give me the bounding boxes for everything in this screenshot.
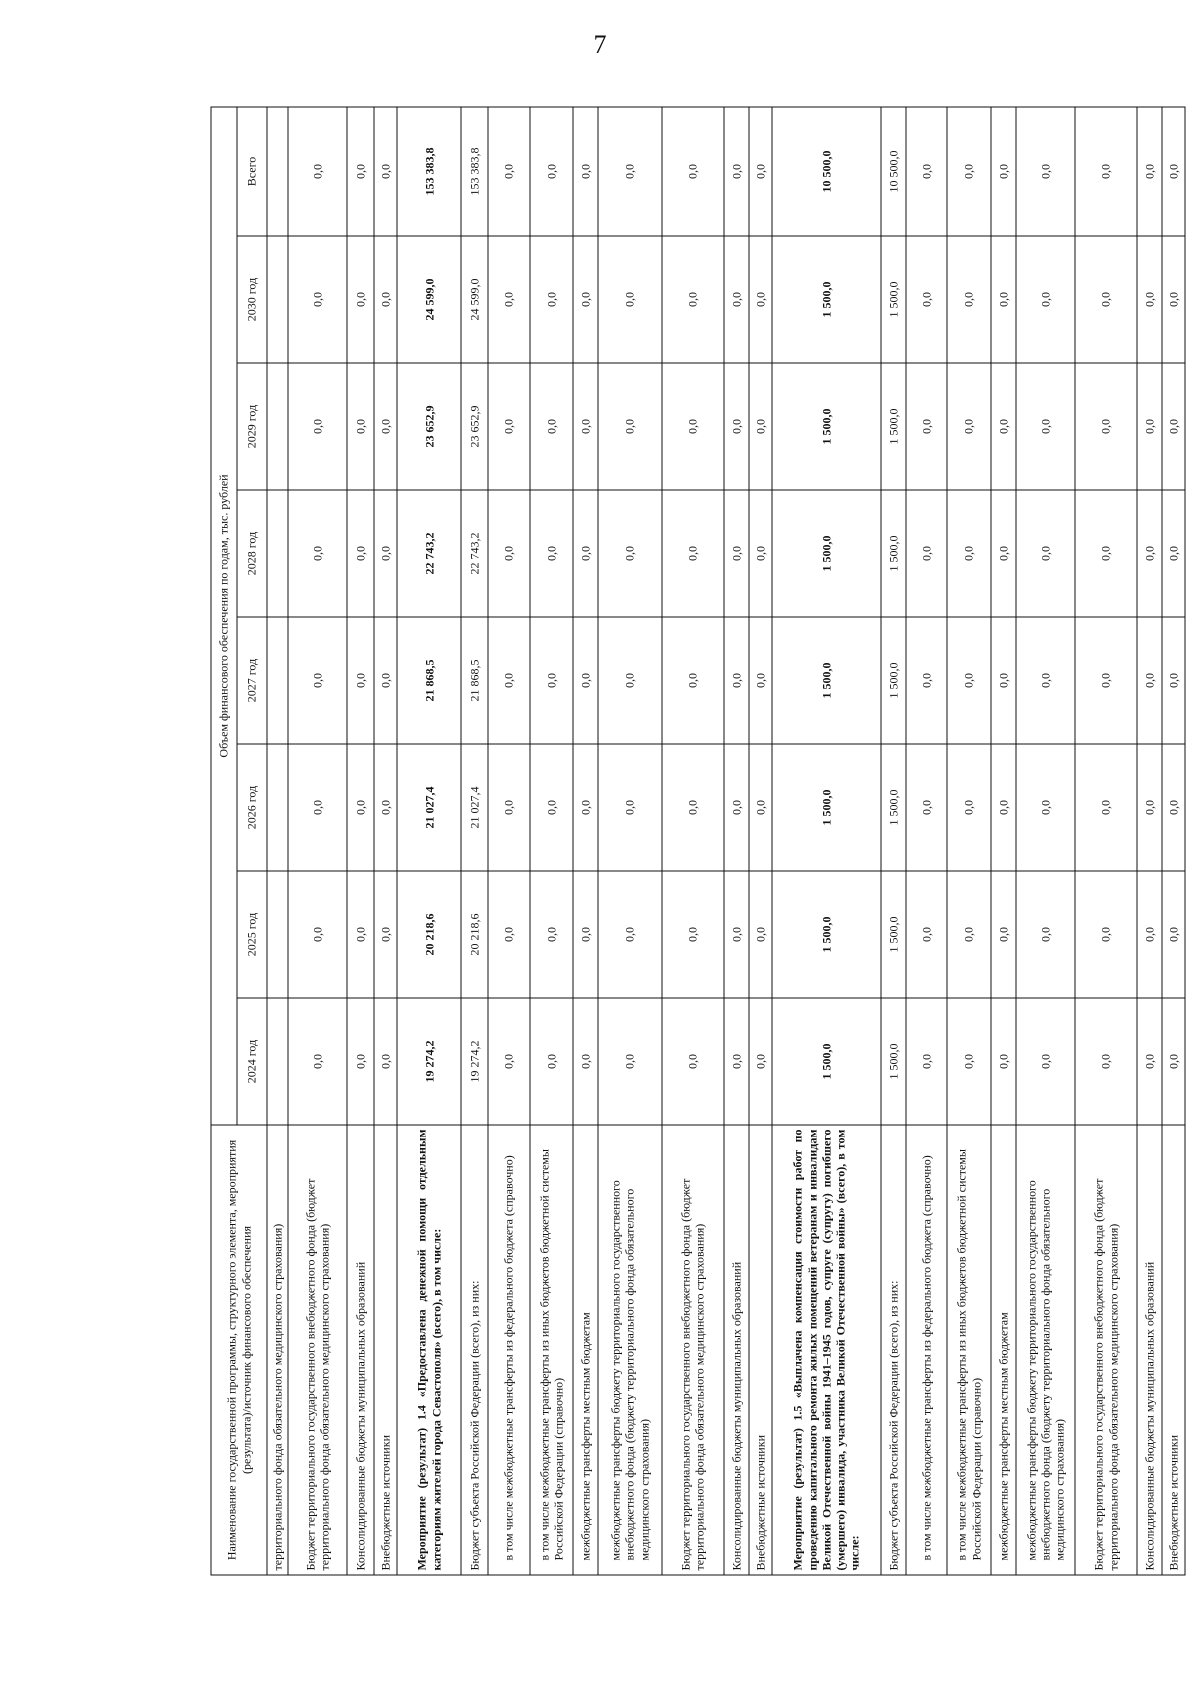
header-group: Объем финансового обеспечения по годам, тыс. рублей bbox=[211, 107, 237, 1125]
row-value: 0,0 bbox=[749, 998, 772, 1125]
row-total: 0,0 bbox=[947, 107, 990, 236]
row-value: 21 027,4 bbox=[397, 744, 461, 871]
row-value: 0,0 bbox=[288, 998, 347, 1125]
row-name: Консолидированные бюджеты муниципальных образований bbox=[1137, 1125, 1162, 1575]
row-value: 0,0 bbox=[1137, 998, 1162, 1125]
row-value: 0,0 bbox=[488, 998, 529, 1125]
row-value: 20 218,6 bbox=[461, 871, 488, 998]
row-name: межбюджетные трансферты местным бюджетам bbox=[573, 1125, 598, 1575]
row-name: в том числе межбюджетные трансферты из федерального бюджета (справочно) bbox=[906, 1125, 947, 1575]
row-value: 0,0 bbox=[1016, 998, 1075, 1125]
row-value: 1 500,0 bbox=[772, 236, 882, 363]
row-total: 10 500,0 bbox=[881, 107, 906, 236]
row-value: 0,0 bbox=[906, 617, 947, 744]
row-value: 0,0 bbox=[374, 998, 397, 1125]
table-row bbox=[1016, 107, 1075, 1575]
table-row bbox=[488, 107, 529, 1575]
row-value: 0,0 bbox=[347, 617, 374, 744]
row-value: 0,0 bbox=[906, 871, 947, 998]
row-value: 20 218,6 bbox=[397, 871, 461, 998]
row-total: 0,0 bbox=[488, 107, 529, 236]
row-total: 0,0 bbox=[374, 107, 397, 236]
row-value: 0,0 bbox=[1162, 744, 1185, 871]
row-value: 0,0 bbox=[488, 236, 529, 363]
row-value: 0,0 bbox=[724, 490, 749, 617]
row-value: 0,0 bbox=[724, 236, 749, 363]
table-body bbox=[267, 107, 1185, 1575]
row-total: 0,0 bbox=[1075, 107, 1137, 236]
row-name: Бюджет территориального государственного внебюджетного фонда (бюджет территориального фонда обязательного медицинского страхования) bbox=[1075, 1125, 1137, 1575]
row-value: 23 652,9 bbox=[461, 363, 488, 490]
row-value: 0,0 bbox=[374, 871, 397, 998]
row-value: 0,0 bbox=[288, 871, 347, 998]
row-value: 0,0 bbox=[1137, 236, 1162, 363]
row-value: 0,0 bbox=[1137, 617, 1162, 744]
row-value: 1 500,0 bbox=[772, 744, 882, 871]
row-value: 0,0 bbox=[991, 998, 1016, 1125]
row-value: 0,0 bbox=[1137, 744, 1162, 871]
row-value: 0,0 bbox=[662, 998, 724, 1125]
row-value bbox=[267, 363, 288, 490]
row-name: Внебюджетные источники bbox=[749, 1125, 772, 1575]
financing-table bbox=[211, 106, 1186, 1575]
row-value: 0,0 bbox=[724, 744, 749, 871]
row-value: 0,0 bbox=[724, 871, 749, 998]
row-value: 0,0 bbox=[374, 363, 397, 490]
row-value: 1 500,0 bbox=[881, 490, 906, 617]
row-value: 0,0 bbox=[598, 236, 662, 363]
row-value: 24 599,0 bbox=[397, 236, 461, 363]
row-value: 0,0 bbox=[347, 490, 374, 617]
row-value: 21 868,5 bbox=[461, 617, 488, 744]
row-value: 0,0 bbox=[906, 363, 947, 490]
row-value: 0,0 bbox=[1016, 617, 1075, 744]
row-value: 0,0 bbox=[1075, 363, 1137, 490]
row-value: 0,0 bbox=[288, 363, 347, 490]
row-value: 21 868,5 bbox=[397, 617, 461, 744]
row-name: Консолидированные бюджеты муниципальных образований bbox=[347, 1125, 374, 1575]
page-number: 7 bbox=[593, 30, 607, 59]
table-row bbox=[347, 107, 374, 1575]
row-name: Мероприятие (результат) 1.4 «Предоставлена денежной помощи отдельным категориям жителей города Севастополя» (всего), в том числе: bbox=[397, 1125, 461, 1575]
row-total: 0,0 bbox=[288, 107, 347, 236]
row-value: 0,0 bbox=[1162, 998, 1185, 1125]
row-value: 1 500,0 bbox=[881, 871, 906, 998]
row-value: 0,0 bbox=[662, 363, 724, 490]
table-row bbox=[1075, 107, 1137, 1575]
row-value: 1 500,0 bbox=[881, 363, 906, 490]
header-year: 2026 год bbox=[237, 744, 267, 871]
row-value: 0,0 bbox=[947, 617, 990, 744]
row-value: 0,0 bbox=[991, 236, 1016, 363]
row-value: 0,0 bbox=[598, 617, 662, 744]
table-row bbox=[1137, 107, 1162, 1575]
row-value: 21 027,4 bbox=[461, 744, 488, 871]
row-value: 0,0 bbox=[991, 744, 1016, 871]
header-year: 2028 год bbox=[237, 490, 267, 617]
row-name: в том числе межбюджетные трансферты из федерального бюджета (справочно) bbox=[488, 1125, 529, 1575]
table-row bbox=[662, 107, 724, 1575]
row-value: 0,0 bbox=[598, 363, 662, 490]
row-value: 1 500,0 bbox=[881, 236, 906, 363]
row-value: 0,0 bbox=[1162, 617, 1185, 744]
row-value: 0,0 bbox=[488, 490, 529, 617]
row-value: 0,0 bbox=[488, 871, 529, 998]
row-name: Внебюджетные источники bbox=[1162, 1125, 1185, 1575]
row-value: 0,0 bbox=[530, 236, 573, 363]
row-total: 0,0 bbox=[662, 107, 724, 236]
table-row bbox=[573, 107, 598, 1575]
row-value: 0,0 bbox=[947, 236, 990, 363]
header-year: 2030 год bbox=[237, 236, 267, 363]
row-value: 22 743,2 bbox=[461, 490, 488, 617]
row-value bbox=[267, 236, 288, 363]
row-value: 0,0 bbox=[347, 363, 374, 490]
rotated-table-frame bbox=[211, 108, 1186, 1576]
table-row bbox=[288, 107, 347, 1575]
row-value: 0,0 bbox=[1075, 236, 1137, 363]
row-value: 0,0 bbox=[1162, 363, 1185, 490]
row-value: 0,0 bbox=[573, 871, 598, 998]
table-row bbox=[906, 107, 947, 1575]
row-total: 0,0 bbox=[347, 107, 374, 236]
row-total: 0,0 bbox=[991, 107, 1016, 236]
row-value: 0,0 bbox=[1075, 490, 1137, 617]
row-value bbox=[267, 744, 288, 871]
row-name: Консолидированные бюджеты муниципальных образований bbox=[724, 1125, 749, 1575]
row-value: 0,0 bbox=[662, 236, 724, 363]
row-value: 0,0 bbox=[1137, 871, 1162, 998]
table-row bbox=[530, 107, 573, 1575]
row-value: 0,0 bbox=[374, 744, 397, 871]
row-name: территориального фонда обязательного медицинского страхования) bbox=[267, 1125, 288, 1575]
row-value: 0,0 bbox=[347, 744, 374, 871]
row-value: 0,0 bbox=[1075, 744, 1137, 871]
row-value: 0,0 bbox=[573, 363, 598, 490]
row-name: в том числе межбюджетные трансферты из иных бюджетов бюджетной системы Российской Федерации (справочно) bbox=[947, 1125, 990, 1575]
row-value: 0,0 bbox=[991, 363, 1016, 490]
row-value: 0,0 bbox=[749, 617, 772, 744]
row-value: 23 652,9 bbox=[397, 363, 461, 490]
row-name: межбюджетные трансферты бюджету территориального государственного внебюджетного фонда (бюджету территориального фонда обязательного медицинского страхования) bbox=[598, 1125, 662, 1575]
row-value: 0,0 bbox=[991, 490, 1016, 617]
row-value: 0,0 bbox=[947, 998, 990, 1125]
row-name: межбюджетные трансферты бюджету территориального государственного внебюджетного фонда (бюджету территориального фонда обязательного медицинского страхования) bbox=[1016, 1125, 1075, 1575]
row-total: 0,0 bbox=[724, 107, 749, 236]
row-value: 0,0 bbox=[947, 363, 990, 490]
row-value: 0,0 bbox=[1016, 871, 1075, 998]
row-value: 0,0 bbox=[906, 744, 947, 871]
row-total: 0,0 bbox=[749, 107, 772, 236]
row-name: Мероприятие (результат) 1.5 «Выплачена компенсация стоимости работ по проведению капитального ремонта жилых помещений ветеранам и инвалидам Великой Отечественной войны 1941–1945 годов, супруге (супругу) погибшего (умершего) инвалида, участника Великой Отечественной войны» (всего), в том числе: bbox=[772, 1125, 882, 1575]
table-row bbox=[881, 107, 906, 1575]
row-value: 0,0 bbox=[374, 236, 397, 363]
row-value: 0,0 bbox=[1075, 871, 1137, 998]
row-value: 0,0 bbox=[530, 744, 573, 871]
row-value bbox=[267, 490, 288, 617]
row-value: 0,0 bbox=[1016, 236, 1075, 363]
row-total: 0,0 bbox=[1162, 107, 1185, 236]
row-total: 153 383,8 bbox=[397, 107, 461, 236]
row-total: 0,0 bbox=[573, 107, 598, 236]
row-value: 0,0 bbox=[347, 871, 374, 998]
row-value: 0,0 bbox=[573, 617, 598, 744]
row-value: 24 599,0 bbox=[461, 236, 488, 363]
row-name: Бюджет субъекта Российской Федерации (всего), из них: bbox=[461, 1125, 488, 1575]
row-value: 0,0 bbox=[530, 617, 573, 744]
row-value: 0,0 bbox=[374, 617, 397, 744]
row-value: 0,0 bbox=[1016, 363, 1075, 490]
table-row bbox=[1162, 107, 1185, 1575]
table-row bbox=[947, 107, 990, 1575]
row-value: 1 500,0 bbox=[881, 744, 906, 871]
row-value: 0,0 bbox=[347, 236, 374, 363]
row-value: 1 500,0 bbox=[772, 490, 882, 617]
row-value: 1 500,0 bbox=[881, 617, 906, 744]
row-value: 0,0 bbox=[598, 871, 662, 998]
row-value bbox=[267, 871, 288, 998]
row-total: 153 383,8 bbox=[461, 107, 488, 236]
table-row bbox=[749, 107, 772, 1575]
table-row bbox=[772, 107, 882, 1575]
row-value: 1 500,0 bbox=[881, 998, 906, 1125]
row-value: 0,0 bbox=[1137, 363, 1162, 490]
row-value: 0,0 bbox=[530, 363, 573, 490]
row-value: 0,0 bbox=[374, 490, 397, 617]
row-value: 0,0 bbox=[662, 617, 724, 744]
header-total: Всего bbox=[237, 107, 267, 236]
row-value: 0,0 bbox=[530, 490, 573, 617]
row-total: 0,0 bbox=[1016, 107, 1075, 236]
row-name: Внебюджетные источники bbox=[374, 1125, 397, 1575]
table-row bbox=[991, 107, 1016, 1575]
row-value: 0,0 bbox=[598, 744, 662, 871]
row-value: 0,0 bbox=[724, 363, 749, 490]
row-value: 0,0 bbox=[288, 236, 347, 363]
row-value: 0,0 bbox=[288, 490, 347, 617]
row-value: 0,0 bbox=[906, 490, 947, 617]
row-value: 0,0 bbox=[1016, 490, 1075, 617]
row-value: 0,0 bbox=[1016, 744, 1075, 871]
row-value: 0,0 bbox=[724, 617, 749, 744]
row-value: 0,0 bbox=[1162, 236, 1185, 363]
header-year: 2024 год bbox=[237, 998, 267, 1125]
row-value: 0,0 bbox=[749, 744, 772, 871]
row-value: 1 500,0 bbox=[772, 617, 882, 744]
row-value: 0,0 bbox=[598, 490, 662, 617]
row-value: 19 274,2 bbox=[461, 998, 488, 1125]
row-value: 1 500,0 bbox=[772, 998, 882, 1125]
row-value: 0,0 bbox=[724, 998, 749, 1125]
row-name: в том числе межбюджетные трансферты из иных бюджетов бюджетной системы Российской Федерации (справочно) bbox=[530, 1125, 573, 1575]
row-value: 0,0 bbox=[749, 871, 772, 998]
row-name: Бюджет территориального государственного внебюджетного фонда (бюджет территориального фонда обязательного медицинского страхования) bbox=[662, 1125, 724, 1575]
row-value: 0,0 bbox=[947, 490, 990, 617]
row-value: 0,0 bbox=[749, 236, 772, 363]
row-value: 0,0 bbox=[906, 236, 947, 363]
row-value: 1 500,0 bbox=[772, 871, 882, 998]
row-value: 0,0 bbox=[991, 617, 1016, 744]
row-value: 0,0 bbox=[991, 871, 1016, 998]
row-value: 0,0 bbox=[573, 998, 598, 1125]
row-value: 0,0 bbox=[749, 363, 772, 490]
row-value: 0,0 bbox=[573, 236, 598, 363]
table-row bbox=[461, 107, 488, 1575]
row-total: 0,0 bbox=[1137, 107, 1162, 236]
row-value: 0,0 bbox=[288, 617, 347, 744]
header-name: Наименование государственной программы, структурного элемента, мероприятия (результата)/источник финансового обеспечения bbox=[211, 1125, 267, 1575]
row-value: 0,0 bbox=[598, 998, 662, 1125]
row-value: 0,0 bbox=[530, 871, 573, 998]
row-value: 0,0 bbox=[573, 490, 598, 617]
header-year: 2029 год bbox=[237, 363, 267, 490]
row-value: 0,0 bbox=[1162, 490, 1185, 617]
table-row bbox=[598, 107, 662, 1575]
row-name: межбюджетные трансферты местным бюджетам bbox=[991, 1125, 1016, 1575]
row-value: 19 274,2 bbox=[397, 998, 461, 1125]
row-value: 0,0 bbox=[488, 363, 529, 490]
row-value: 0,0 bbox=[347, 998, 374, 1125]
row-value: 0,0 bbox=[906, 998, 947, 1125]
row-value: 0,0 bbox=[288, 744, 347, 871]
row-value: 0,0 bbox=[662, 490, 724, 617]
table-row bbox=[724, 107, 749, 1575]
row-total bbox=[267, 107, 288, 236]
row-total: 10 500,0 bbox=[772, 107, 882, 236]
row-value: 0,0 bbox=[749, 490, 772, 617]
row-value: 0,0 bbox=[1162, 871, 1185, 998]
row-value: 0,0 bbox=[488, 617, 529, 744]
row-value bbox=[267, 617, 288, 744]
header-year: 2027 год bbox=[237, 617, 267, 744]
row-name: Бюджет территориального государственного внебюджетного фонда (бюджет территориального фонда обязательного медицинского страхования) bbox=[288, 1125, 347, 1575]
row-value bbox=[267, 998, 288, 1125]
row-value: 0,0 bbox=[662, 871, 724, 998]
row-value: 0,0 bbox=[1137, 490, 1162, 617]
row-value: 0,0 bbox=[1075, 617, 1137, 744]
row-total: 0,0 bbox=[906, 107, 947, 236]
row-value: 0,0 bbox=[662, 744, 724, 871]
row-value: 1 500,0 bbox=[772, 363, 882, 490]
row-value: 0,0 bbox=[947, 871, 990, 998]
header-year: 2025 год bbox=[237, 871, 267, 998]
row-total: 0,0 bbox=[530, 107, 573, 236]
table-row bbox=[397, 107, 461, 1575]
table-row bbox=[267, 107, 288, 1575]
row-total: 0,0 bbox=[598, 107, 662, 236]
row-value: 0,0 bbox=[530, 998, 573, 1125]
row-value: 0,0 bbox=[1075, 998, 1137, 1125]
row-value: 0,0 bbox=[488, 744, 529, 871]
row-value: 22 743,2 bbox=[397, 490, 461, 617]
table-row bbox=[374, 107, 397, 1575]
row-name: Бюджет субъекта Российской Федерации (всего), из них: bbox=[881, 1125, 906, 1575]
row-value: 0,0 bbox=[573, 744, 598, 871]
row-value: 0,0 bbox=[947, 744, 990, 871]
